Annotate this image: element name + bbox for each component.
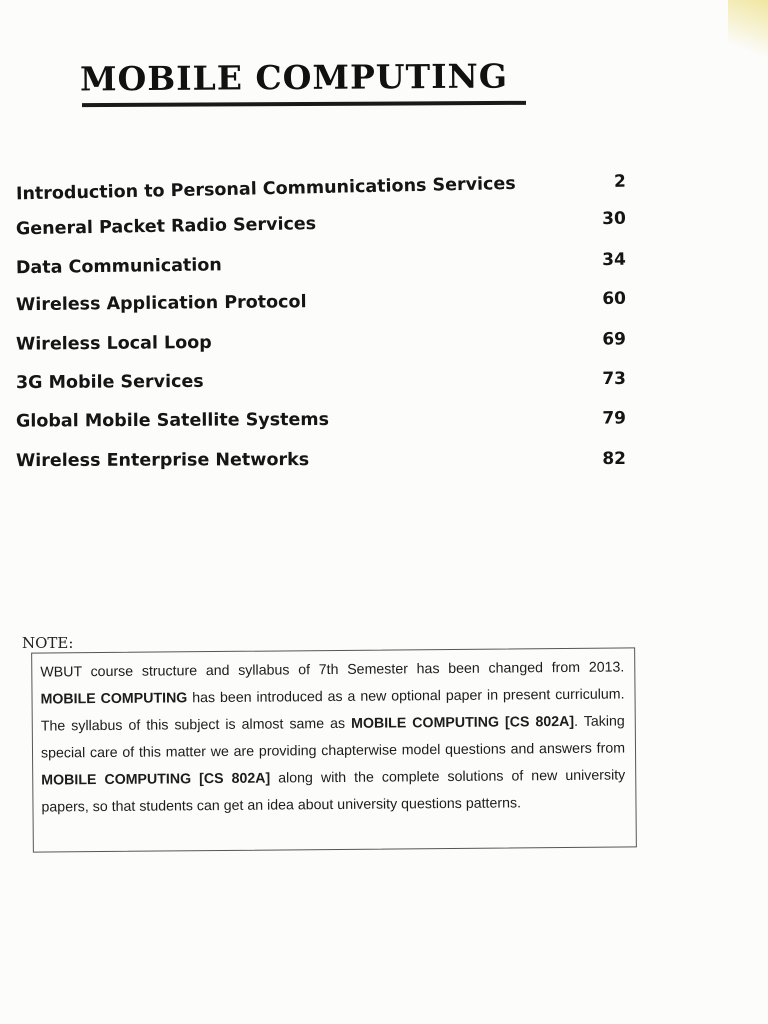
toc-item-label: General Packet Radio Services bbox=[15, 214, 317, 240]
note-emphasis: MOBILE COMPUTING [CS 802A] bbox=[41, 770, 271, 789]
toc-item-label: Global Mobile Satellite Systems bbox=[15, 409, 330, 432]
page-corner-shadow bbox=[728, 0, 768, 70]
toc-item-page: 2 bbox=[613, 171, 627, 192]
toc-item-page: 82 bbox=[602, 448, 627, 470]
toc-item-label: 3G Mobile Services bbox=[15, 371, 204, 394]
note-emphasis: MOBILE COMPUTING bbox=[40, 690, 188, 708]
toc-row bbox=[16, 408, 626, 441]
toc-item-label: Wireless Local Loop bbox=[15, 332, 212, 355]
toc-item-page: 34 bbox=[602, 249, 627, 271]
toc-item-label: Wireless Application Protocol bbox=[15, 292, 307, 316]
toc-item-page: 30 bbox=[602, 208, 627, 230]
toc-item-label: Introduction to Personal Communications Services bbox=[15, 173, 516, 205]
toc-row bbox=[16, 209, 626, 250]
toc-item-page: 73 bbox=[602, 368, 627, 390]
toc-item-label: Data Communication bbox=[15, 255, 222, 279]
toc-item-page: 60 bbox=[602, 288, 627, 310]
note-label: NOTE: bbox=[22, 634, 74, 652]
note-box bbox=[31, 647, 637, 852]
toc-row bbox=[16, 289, 626, 325]
note-segment: has been introduced as a new optional paper in present curriculum. The syllabus of this subject is almost same as bbox=[40, 686, 625, 735]
toc-row bbox=[16, 329, 626, 364]
title-underline bbox=[82, 101, 526, 107]
note-text bbox=[40, 654, 625, 821]
toc-item-label: Wireless Enterprise Networks bbox=[15, 450, 310, 472]
toc-row bbox=[16, 449, 626, 481]
note-segment: . Taking special care of this matter we are providing chapterwise model questions and answers from bbox=[40, 713, 626, 762]
toc-row bbox=[16, 250, 626, 289]
note-segment: WBUT course structure and syllabus of 7th Semester has been changed from 2013. bbox=[40, 659, 625, 681]
toc-row bbox=[16, 369, 626, 403]
note-segment: along with the complete solutions of new university papers, so that students can get an idea about university questions patterns. bbox=[41, 767, 626, 816]
toc-item-page: 69 bbox=[602, 329, 627, 350]
toc-row bbox=[16, 172, 626, 215]
toc-item-page: 79 bbox=[602, 408, 627, 429]
page-title: MOBILE COMPUTING bbox=[79, 56, 509, 99]
note-emphasis: MOBILE COMPUTING [CS 802A] bbox=[351, 713, 575, 732]
